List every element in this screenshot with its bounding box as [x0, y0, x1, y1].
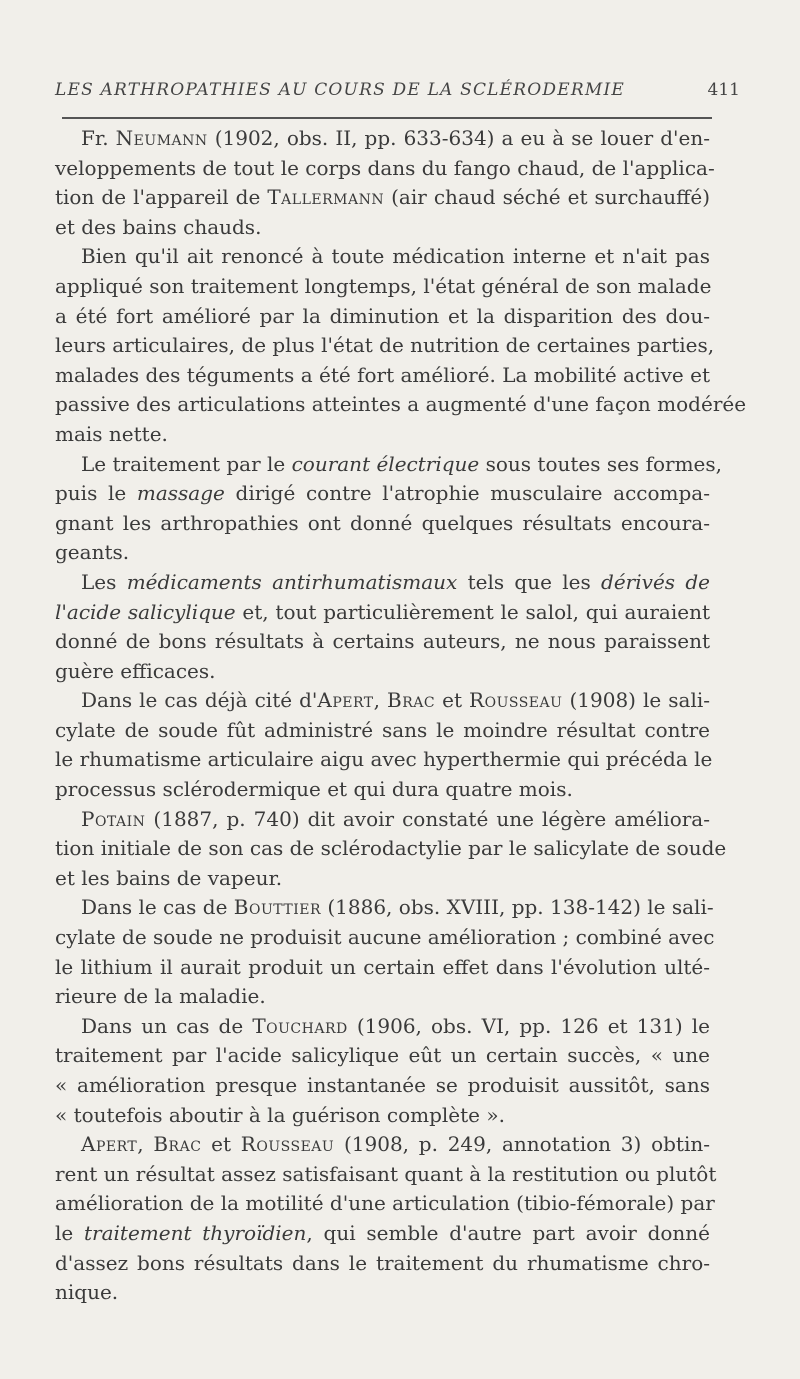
text-run: et [435, 688, 470, 713]
paragraph [55, 1130, 717, 1308]
text-run: (1906, obs. VI, pp. 126 et 131) le [347, 1013, 710, 1038]
text-line [55, 598, 710, 628]
text-run: rent un résultat assez satisfaisant quant à la restitution ou plutôt [55, 1161, 717, 1186]
text-run: , qui semble d'autre part avoir donné [306, 1220, 711, 1245]
author-name: Touchard [252, 1013, 348, 1038]
text-line [55, 154, 715, 184]
text-line [55, 538, 710, 568]
text-line [55, 302, 710, 332]
author-name: Potain [81, 806, 146, 831]
text-run: et [201, 1132, 241, 1157]
text-run: et les bains de vapeur. [55, 865, 283, 890]
text-line [55, 272, 710, 302]
text-run: et, tout particulièrement le salol, qui auraient [235, 599, 710, 624]
paragraph [55, 568, 710, 686]
text-run: Fr. [81, 126, 116, 150]
text-run: (1887, p. 740) dit avoir constaté une légère améliora- [145, 806, 710, 831]
text-line [55, 716, 710, 746]
text-line [55, 479, 710, 509]
text-line [55, 331, 715, 361]
text-line [55, 1249, 710, 1279]
text-run: processus sclérodermique et qui dura quatre mois. [55, 777, 573, 802]
text-run: amélioration de la motilité d'une articulation (tibio-fémorale) par [55, 1191, 715, 1216]
text-run: donné de bons résultats à certains auteurs, ne nous paraissent [55, 629, 710, 654]
header-rule [62, 117, 712, 119]
text-line [55, 745, 713, 775]
text-run: Dans un cas de [81, 1013, 253, 1038]
emphasis-text: dérivés de [601, 569, 710, 594]
text-run: tion initiale de son cas de sclérodactylie par le salicylate de soude [55, 836, 727, 861]
text-run: tels que les [457, 569, 602, 594]
text-line [55, 390, 747, 420]
text-run: le rhumatisme articulaire aigu avec hyperthermie qui précéda le [55, 747, 713, 772]
text-run: « amélioration presque instantanée se produisit aussitôt, sans [55, 1073, 710, 1097]
author-name: Bouttier [233, 895, 321, 920]
text-run: Dans le cas de [81, 895, 234, 920]
text-line [55, 1278, 710, 1308]
author-name: Apert [317, 688, 374, 713]
text-line [55, 568, 710, 598]
author-name: Tallermann [267, 185, 385, 210]
text-run: , [373, 688, 388, 713]
paragraph [55, 124, 715, 242]
text-line [55, 893, 714, 923]
text-run: malades des téguments a été fort amélioré. La mobilité active et [55, 362, 710, 387]
paragraph [55, 242, 747, 449]
text-line [55, 834, 727, 864]
paragraph [55, 686, 713, 804]
paragraph [55, 450, 723, 568]
text-run: rieure de la maladie. [55, 984, 266, 1009]
text-line [55, 982, 710, 1012]
text-run: (1886, obs. XVIII, pp. 138-142) le sali- [321, 895, 714, 920]
text-run: sous toutes ses formes, [479, 451, 723, 476]
text-run: leurs articulaires, de plus l'état de nutrition de certaines parties, [55, 333, 715, 358]
paragraph [55, 1012, 710, 1130]
text-line [55, 1189, 715, 1219]
emphasis-text: traitement thyroïdien [84, 1220, 307, 1245]
text-run: cylate de soude ne produisit aucune amélioration ; combiné avec [55, 925, 715, 950]
running-header [55, 80, 740, 104]
text-run: Le traitement par le [81, 451, 292, 476]
text-line [55, 775, 710, 805]
text-line [55, 805, 710, 835]
text-run: mais nette. [55, 421, 168, 446]
text-run: appliqué son traitement longtemps, l'état général de son malade [55, 273, 712, 298]
text-run: « toutefois aboutir à la guérison complète ». [55, 1102, 505, 1127]
text-run: dirigé contre l'atrophie musculaire accompa- [224, 481, 710, 506]
text-run: guère efficaces. [55, 658, 216, 683]
text-line [55, 1101, 710, 1131]
text-line [55, 1041, 710, 1071]
text-line [55, 686, 710, 716]
paragraph [55, 805, 727, 894]
text-run: puis le [55, 481, 137, 506]
text-line [55, 1219, 710, 1249]
text-run: Bien qu'il ait renoncé à toute médication interne et n'ait pas [81, 244, 710, 269]
emphasis-text: l'acide salicylique [55, 599, 236, 624]
author-name: Neumann [115, 126, 208, 150]
text-line [55, 1160, 717, 1190]
emphasis-text: courant électrique [291, 451, 480, 476]
text-line [55, 1012, 710, 1042]
text-line [55, 864, 710, 894]
text-line [55, 450, 723, 480]
text-line [55, 213, 710, 243]
author-name: Rousseau [240, 1132, 335, 1157]
author-name: Apert [81, 1132, 138, 1157]
text-run: tion de l'appareil de [55, 185, 268, 210]
text-line [55, 124, 710, 154]
text-line [55, 1071, 710, 1101]
paragraph [55, 893, 715, 1011]
page-number: 411 [707, 80, 740, 100]
text-line [55, 627, 710, 657]
text-run: Dans le cas déjà cité d' [81, 688, 318, 713]
text-line [55, 183, 710, 213]
text-run: cylate de soude fût administré sans le moindre résultat contre [55, 717, 710, 742]
text-line [55, 361, 710, 391]
text-line [55, 657, 710, 687]
text-run: a été fort amélioré par la diminution et la disparition des dou- [55, 303, 710, 328]
text-run: gnant les arthropathies ont donné quelques résultats encoura- [55, 510, 710, 535]
text-run: et des bains chauds. [55, 214, 262, 239]
text-run: (1902, obs. II, pp. 633-634) a eu à se louer d'en- [207, 126, 710, 150]
text-run: (1908, p. 249, annotation 3) obtin- [334, 1132, 710, 1157]
text-run: veloppements de tout le corps dans du fango chaud, de l'applica- [55, 155, 715, 180]
text-run: Les [81, 569, 127, 594]
text-line [55, 923, 715, 953]
text-line [55, 242, 710, 272]
text-run: , [137, 1132, 154, 1157]
text-run: (1908) le sali- [562, 688, 711, 713]
text-run: d'assez bons résultats dans le traitement du rhumatisme chro- [55, 1250, 710, 1275]
text-run: le lithium il aurait produit un certain effet dans l'évolution ulté- [55, 954, 710, 979]
text-line [55, 509, 710, 539]
text-line [55, 953, 710, 983]
text-line [55, 1130, 710, 1160]
text-run: nique. [55, 1280, 119, 1305]
text-run: (air chaud séché et surchauffé) [384, 185, 710, 210]
running-title: LES ARTHROPATHIES AU COURS DE LA SCLÉRODERMIE [55, 80, 625, 100]
body-text [55, 124, 747, 1308]
author-name: Brac [153, 1132, 202, 1157]
emphasis-text: médicaments antirhumatismaux [126, 569, 458, 594]
text-run: le [55, 1220, 84, 1245]
author-name: Rousseau [469, 688, 563, 713]
author-name: Brac [387, 688, 436, 713]
text-run: passive des articulations atteintes a augmenté d'une façon modérée [55, 392, 747, 417]
text-run: geants. [55, 540, 130, 565]
text-run: traitement par l'acide salicylique eût un certain succès, « une [55, 1043, 710, 1068]
text-line [55, 420, 710, 450]
emphasis-text: massage [136, 481, 225, 506]
